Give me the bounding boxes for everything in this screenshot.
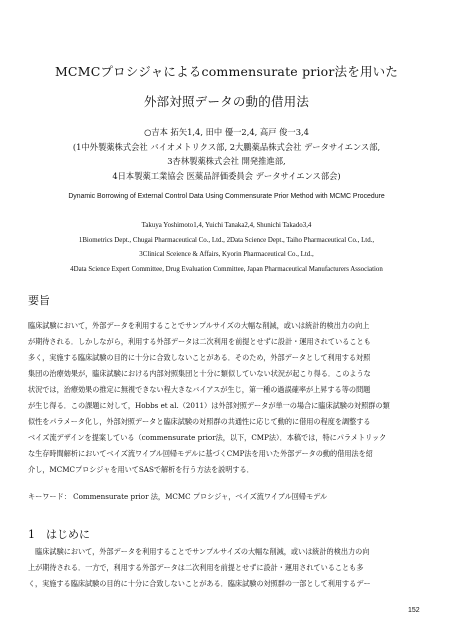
abstract-line: 多く，実施する臨床試験の目的に十分に合致しないことがある．そのため，外部データとして利用する対照 [28,353,371,362]
author-names: ○吉本 拓矢1,4, 田中 優一2,4, 高戸 俊一3,4 [144,127,309,137]
abstract-line: な生存時間解析においてベイズ流ワイブル回帰モデルに基づくCMP法を用いた外部データの動的借用法を紹 [28,449,373,458]
abstract-line: ベイズ流デザインを提案している（commensurate prior法，以下，CMP法）．本稿では，特にパラメトリック [28,433,387,442]
affiliation-line: 4日本製薬工業協会 医薬品評価委員会 データサイエンス部会) [112,170,341,181]
abstract-line: 集団の治療効果が，臨床試験における内部対照集団と十分に類似していない状況が起こり得る．このような [28,369,371,378]
english-affiliation-line: 3Clinical Sceience & Affairs, Kyorin Pharmaceutical Co., Ltd., [139,251,314,258]
paper-title-line-2: 外部対照データの動的借用法 [143,94,310,109]
abstract-line: 似性をパラメータ化し，外部対照データと臨床試験の対照群の共通性に応じて動的に借用の程度を調整する [28,417,371,426]
english-title: Dynamic Borrowing of External Control Data Using Commensurate Prior Method with MCMC Procedure [68,193,385,200]
affiliation-line: 3杏林製薬株式会社 開発推進部, [167,156,286,166]
affiliation-line: (1中外製薬株式会社 バイオメトリクス部, 2大鵬薬品株式会社 データサイエンス部, [72,141,381,152]
section-heading-introduction: 1 はじめに [28,528,90,541]
abstract-line: 状況では，治療効果の推定に無視できない程大きなバイアスが生じ，第一種の過誤確率が上昇する等の問題 [28,385,371,394]
abstract-line: 臨床試験において，外部データを利用することでサンプルサイズの大幅な削減，或いは統計的検出力の向上 [28,321,370,330]
author-block-japanese [30,125,423,183]
abstract-line: が生じ得る．この課題に対して，Hobbs et al.（2011）は外部対照データが単一の場合に臨床試験の対照群の類 [28,401,390,410]
english-author-names: Takuya Yoshimoto1,4, Yuichi Tanaka2,4, Shunichi Takado3,4 [141,222,312,229]
abstract-body [28,318,426,478]
abstract-line: 介し，MCMCプロシジャを用いてSASで解析を行う方法を説明する． [28,465,254,474]
abstract-heading: 要旨 [28,294,50,307]
page-number: 152 [408,607,420,614]
intro-line: 臨床試験において，外部データを利用することでサンプルサイズの大幅な削減，或いは統計的検出力の向 [28,547,370,556]
author-block-english [10,219,443,277]
paper-title-line-1: MCMCプロシジャによるcommensurate prior法を用いた [54,64,399,79]
intro-line: 上が期待される．一方で，利用する外部データは二次利用を前提とせずに設計・運用されていることも多 [28,563,364,572]
intro-line: く，実施する臨床試験の目的に十分に合致しないことがある．臨床試験の対照群の一部として利用するデー [28,579,371,588]
introduction-body [28,544,426,592]
english-affiliation-line: 4Data Science Expert Committee, Drug Evaluation Committee, Japan Pharmaceutical Manufacturers Association [70,265,383,273]
english-affiliation-line: 1Biometrics Dept., Chugai Pharmaceutical Co., Ltd., 2Data Science Dept., Taiho Pharmaceutical Co., Ltd., [78,236,375,244]
abstract-line: が期待される．しかしながら，利用する外部データは二次利用を前提とせずに設計・運用されていることも [28,337,371,346]
keywords: キーワード： Commensurate prior 法，MCMC プロシジャ，ベイズ流ワイブル回帰モデル [28,492,328,501]
